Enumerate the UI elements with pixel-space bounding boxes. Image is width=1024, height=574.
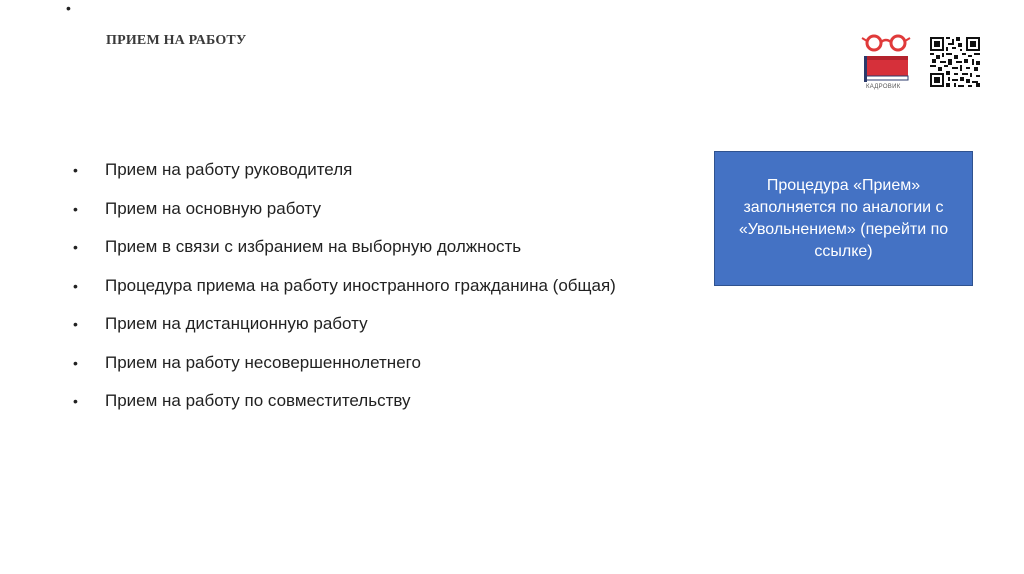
qr-code-icon[interactable]	[930, 37, 980, 87]
info-callout-box[interactable]	[714, 151, 973, 286]
list-item-label[interactable]: Прием на дистанционную работу	[105, 314, 368, 333]
list-item[interactable]	[70, 196, 616, 235]
list-item[interactable]	[70, 311, 616, 350]
top-bullet: •	[66, 0, 71, 16]
list-item-label[interactable]: Процедура приема на работу иностранного гражданина (общая)	[105, 275, 616, 295]
list-item-label[interactable]: Прием на работу руководителя	[105, 160, 353, 179]
list-item-label[interactable]: Прием в связи с избранием на выборную должность	[105, 237, 522, 256]
bullet-icon: •	[73, 277, 78, 294]
bullet-icon: •	[73, 316, 78, 332]
bullet-icon: •	[73, 200, 78, 217]
list-item-label[interactable]: Прием на основную работу	[105, 198, 321, 218]
list-item-label[interactable]: Прием на работу несовершеннолетнего	[105, 352, 421, 372]
bullet-icon: •	[73, 162, 78, 178]
procedure-list	[70, 157, 616, 427]
bullet-icon: •	[73, 354, 78, 371]
list-item[interactable]	[70, 388, 616, 427]
list-item[interactable]	[70, 273, 616, 312]
bullet-icon: •	[73, 393, 78, 409]
logo-caption: КАДРОВИК	[866, 84, 901, 90]
info-callout-text[interactable]: Процедура «Прием» заполняется по аналогии с «Увольнением» (перейти по ссылке)	[738, 176, 949, 260]
list-item[interactable]	[70, 157, 616, 196]
bullet-icon: •	[73, 239, 78, 255]
list-item[interactable]	[70, 234, 616, 273]
list-item-label[interactable]: Прием на работу по совместительству	[105, 391, 411, 410]
page-title: ПРИЕМ НА РАБОТУ	[106, 33, 247, 48]
list-item[interactable]	[70, 350, 616, 389]
